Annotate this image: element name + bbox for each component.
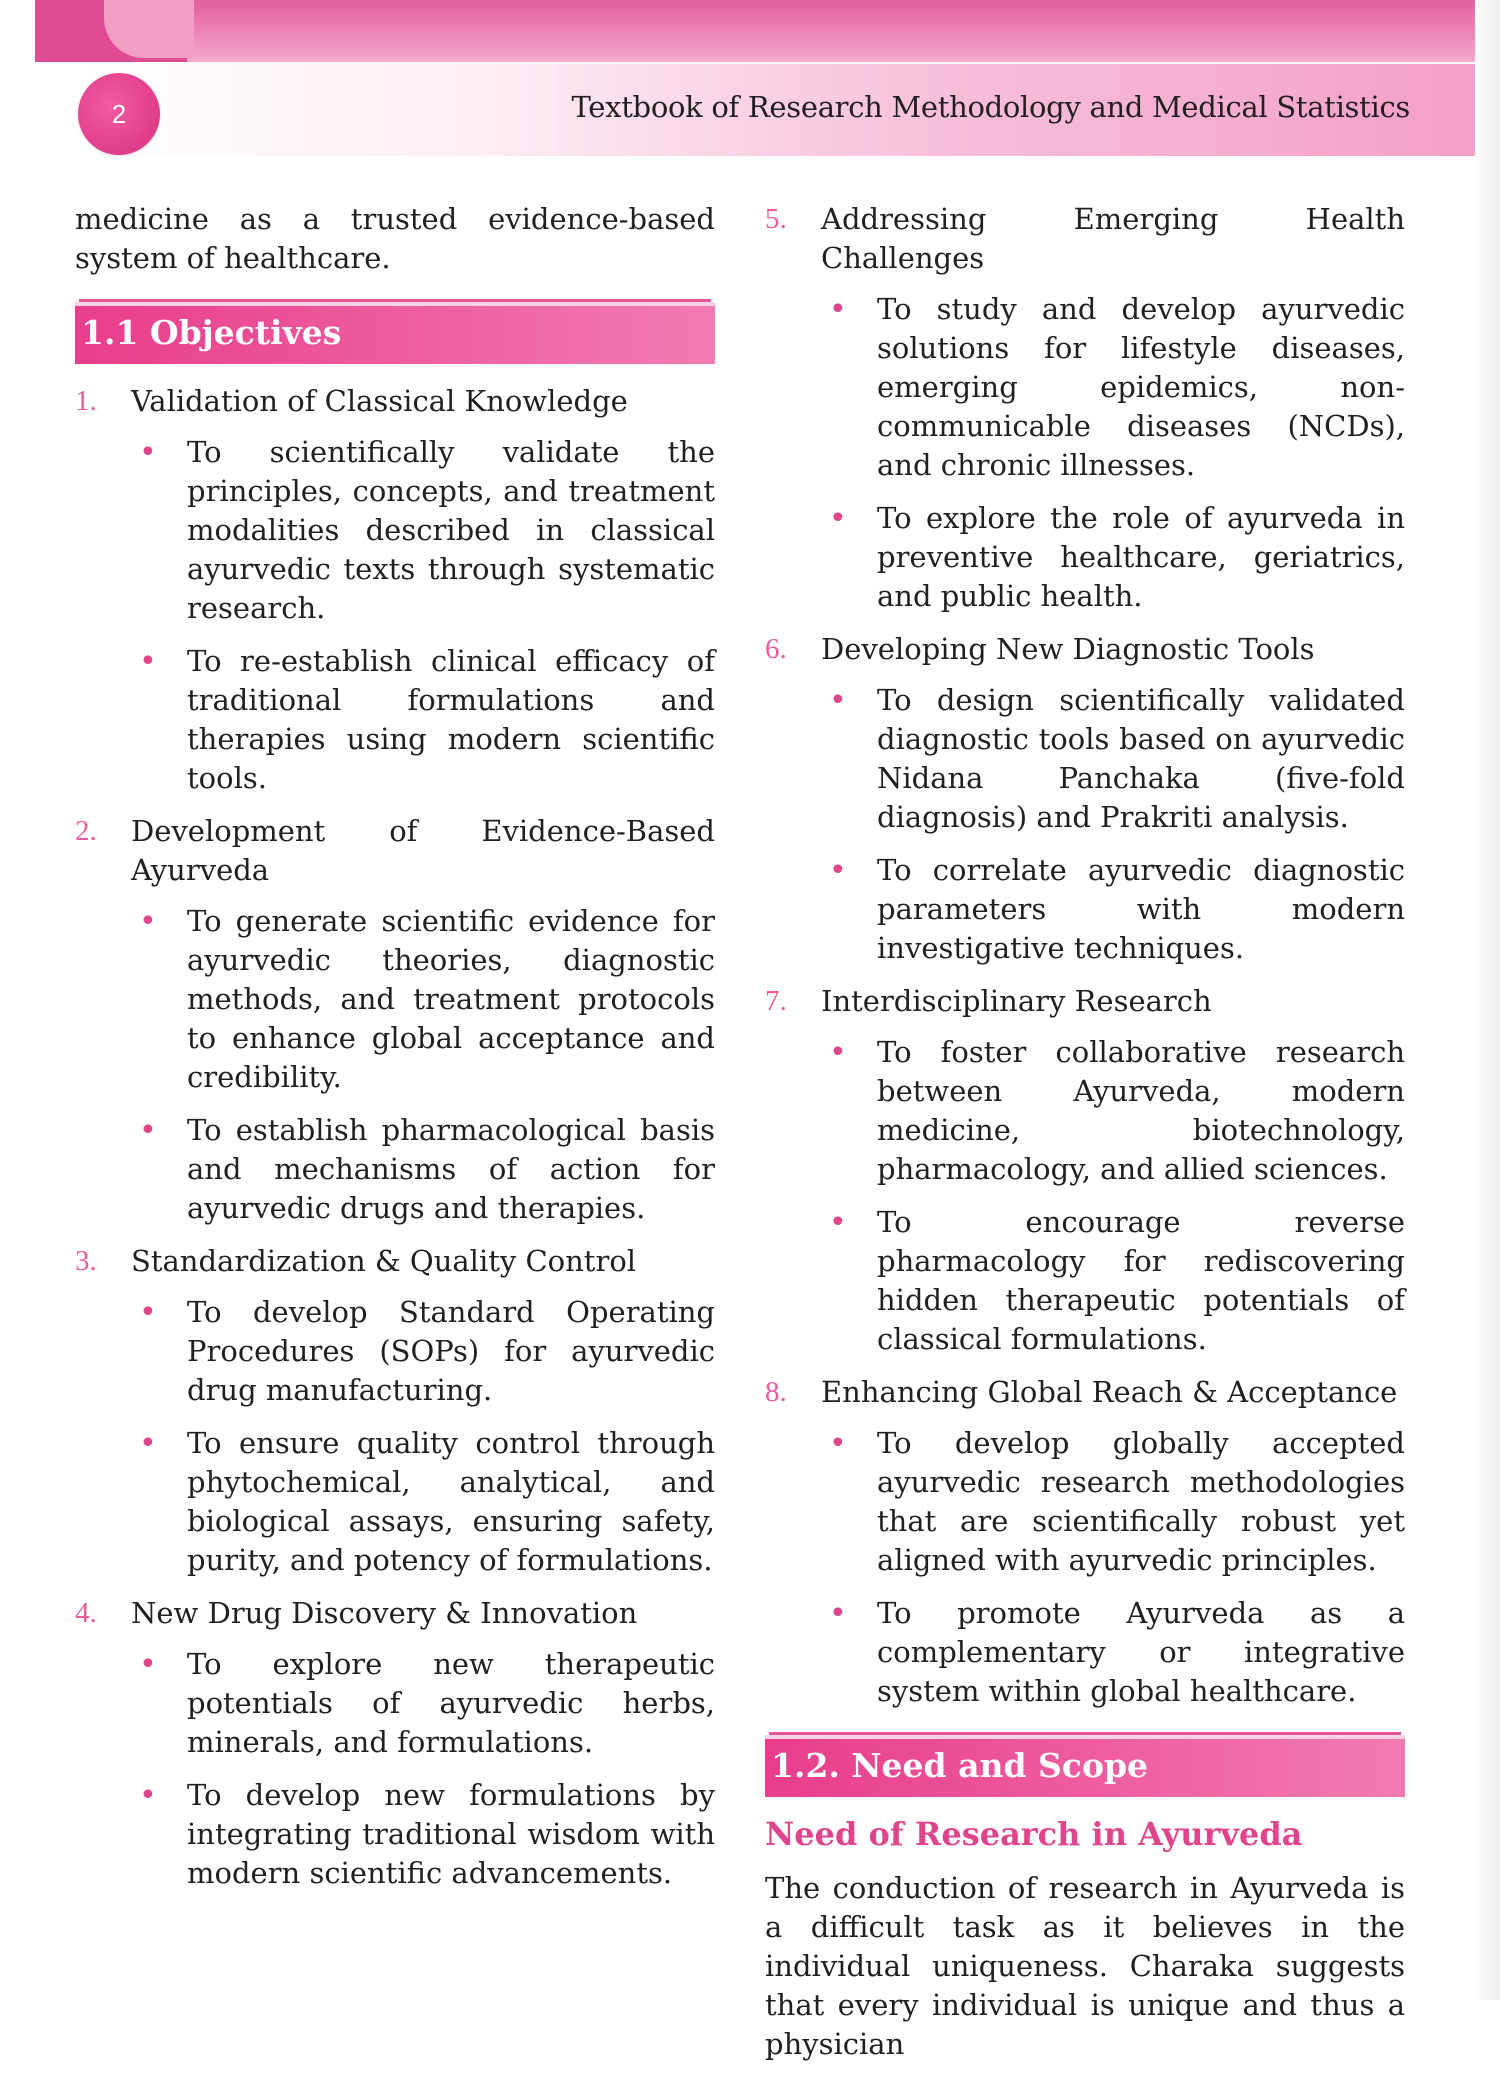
bullet-icon: • — [829, 1426, 847, 1461]
section-heading-need-and-scope — [765, 1735, 1405, 1797]
bullet-text: To scientifically validate the principles, concepts, and treatment modalities described in classical ayurvedic texts through systematic research. — [187, 435, 715, 625]
bullet-text: To explore new therapeutic potentials of ayurvedic herbs, minerals, and formulations. — [187, 1647, 715, 1759]
objective-number: 8. — [765, 1376, 787, 1408]
bullet-item — [131, 642, 715, 798]
objective-6 — [765, 630, 1405, 968]
bullet-icon: • — [139, 1426, 157, 1461]
bullet-icon: • — [139, 1113, 157, 1148]
bullet-item — [131, 433, 715, 628]
bullet-item — [821, 851, 1405, 968]
bullet-text: To develop new formulations by integrating traditional wisdom with modern scientific advancements. — [187, 1778, 715, 1890]
bullet-text: To re-establish clinical efficacy of traditional formulations and therapies using modern scientific tools. — [187, 644, 715, 795]
objective-number: 4. — [75, 1597, 97, 1629]
bullet-icon: • — [139, 644, 157, 679]
bullet-item — [821, 1424, 1405, 1580]
objective-4 — [75, 1594, 715, 1893]
bullet-item — [131, 1293, 715, 1410]
objective-number: 5. — [765, 203, 787, 235]
bullet-icon: • — [829, 1205, 847, 1240]
bullet-text: To foster collaborative research between Ayurveda, modern medicine, biotechnology, pharmacology, and allied sciences. — [877, 1035, 1405, 1186]
left-column — [75, 200, 715, 1907]
page-number-badge: 2 — [78, 73, 160, 155]
bullet-icon: • — [139, 1295, 157, 1330]
objective-title: New Drug Discovery & Innovation — [131, 1596, 638, 1630]
objective-1 — [75, 382, 715, 798]
objective-number: 2. — [75, 815, 97, 847]
objective-3 — [75, 1242, 715, 1580]
objective-title: Developing New Diagnostic Tools — [821, 632, 1315, 666]
objective-number: 1. — [75, 385, 97, 417]
bullet-text: To encourage reverse pharmacology for rediscovering hidden therapeutic potentials of classical formulations. — [877, 1205, 1405, 1356]
objective-5 — [765, 200, 1405, 616]
bullet-text: To establish pharmacological basis and mechanisms of action for ayurvedic drugs and therapies. — [187, 1113, 715, 1225]
bullet-icon: • — [829, 853, 847, 888]
need-paragraph: The conduction of research in Ayurveda is a difficult task as it believes in the individual uniqueness. Charaka suggests that every individual is unique and thus a physician — [765, 1871, 1405, 2061]
bullet-item — [131, 1776, 715, 1893]
bullet-text: To study and develop ayurvedic solutions for lifestyle diseases, emerging epidemics, non-communicable diseases (NCDs), and chronic illnesses. — [877, 292, 1405, 482]
objective-title: Development of Evidence-Based Ayurveda — [131, 814, 715, 887]
right-column — [765, 200, 1405, 2074]
bullet-icon: • — [829, 1035, 847, 1070]
objective-title: Standardization & Quality Control — [131, 1244, 637, 1278]
running-title: Textbook of Research Methodology and Medical Statistics — [571, 90, 1410, 124]
objective-title: Addressing Emerging Health Challenges — [821, 202, 1405, 275]
section-heading-text: 1.2. Need and Scope — [771, 1746, 1149, 1785]
bullet-icon: • — [139, 904, 157, 939]
objective-title: Interdisciplinary Research — [821, 984, 1212, 1018]
bullet-item — [821, 1033, 1405, 1189]
objective-2 — [75, 812, 715, 1228]
bullet-text: To ensure quality control through phytochemical, analytical, and biological assays, ensuring safety, purity, and potency of formulations. — [187, 1426, 715, 1577]
bullet-icon: • — [829, 1596, 847, 1631]
bullet-item — [131, 1111, 715, 1228]
objective-8 — [765, 1373, 1405, 1711]
bullet-text: To develop Standard Operating Procedures (SOPs) for ayurvedic drug manufacturing. — [187, 1295, 715, 1407]
bullet-text: To generate scientific evidence for ayurvedic theories, diagnostic methods, and treatment protocols to enhance global acceptance and credibility. — [187, 904, 715, 1094]
objective-title: Enhancing Global Reach & Acceptance — [821, 1375, 1398, 1409]
subheading-need-of-research: Need of Research in Ayurveda — [765, 1815, 1303, 1853]
intro-paragraph: medicine as a trusted evidence-based system of healthcare. — [75, 202, 715, 275]
bullet-text: To develop globally accepted ayurvedic research methodologies that are scientifically robust yet aligned with ayurvedic principles. — [877, 1426, 1405, 1577]
objective-number: 7. — [765, 985, 787, 1017]
objective-title: Validation of Classical Knowledge — [131, 384, 628, 418]
bullet-icon: • — [139, 1778, 157, 1813]
section-heading-text: 1.1 Objectives — [81, 313, 342, 352]
bullet-item — [131, 1424, 715, 1580]
bullet-icon: • — [829, 501, 847, 536]
bullet-text: To correlate ayurvedic diagnostic parameters with modern investigative techniques. — [877, 853, 1405, 965]
page-edge-shadow — [1472, 0, 1500, 2000]
bullet-item — [821, 290, 1405, 485]
bullet-text: To promote Ayurveda as a complementary or integrative system within global healthcare. — [877, 1596, 1405, 1708]
bullet-item — [821, 1203, 1405, 1359]
bullet-item — [821, 499, 1405, 616]
objective-number: 6. — [765, 633, 787, 665]
bullet-icon: • — [139, 1647, 157, 1682]
objective-number: 3. — [75, 1245, 97, 1277]
bullet-item — [131, 902, 715, 1097]
top-color-band — [35, 0, 1475, 62]
bullet-icon: • — [139, 435, 157, 470]
bullet-text: To explore the role of ayurveda in preventive healthcare, geriatrics, and public health. — [877, 501, 1405, 613]
bullet-item — [821, 681, 1405, 837]
objective-7 — [765, 982, 1405, 1359]
section-heading-objectives — [75, 302, 715, 364]
bullet-item — [821, 1594, 1405, 1711]
bullet-text: To design scientifically validated diagnostic tools based on ayurvedic Nidana Panchaka (five-fold diagnosis) and Prakriti analysis. — [877, 683, 1405, 834]
bullet-icon: • — [829, 292, 847, 327]
bullet-item — [131, 1645, 715, 1762]
bullet-icon: • — [829, 683, 847, 718]
